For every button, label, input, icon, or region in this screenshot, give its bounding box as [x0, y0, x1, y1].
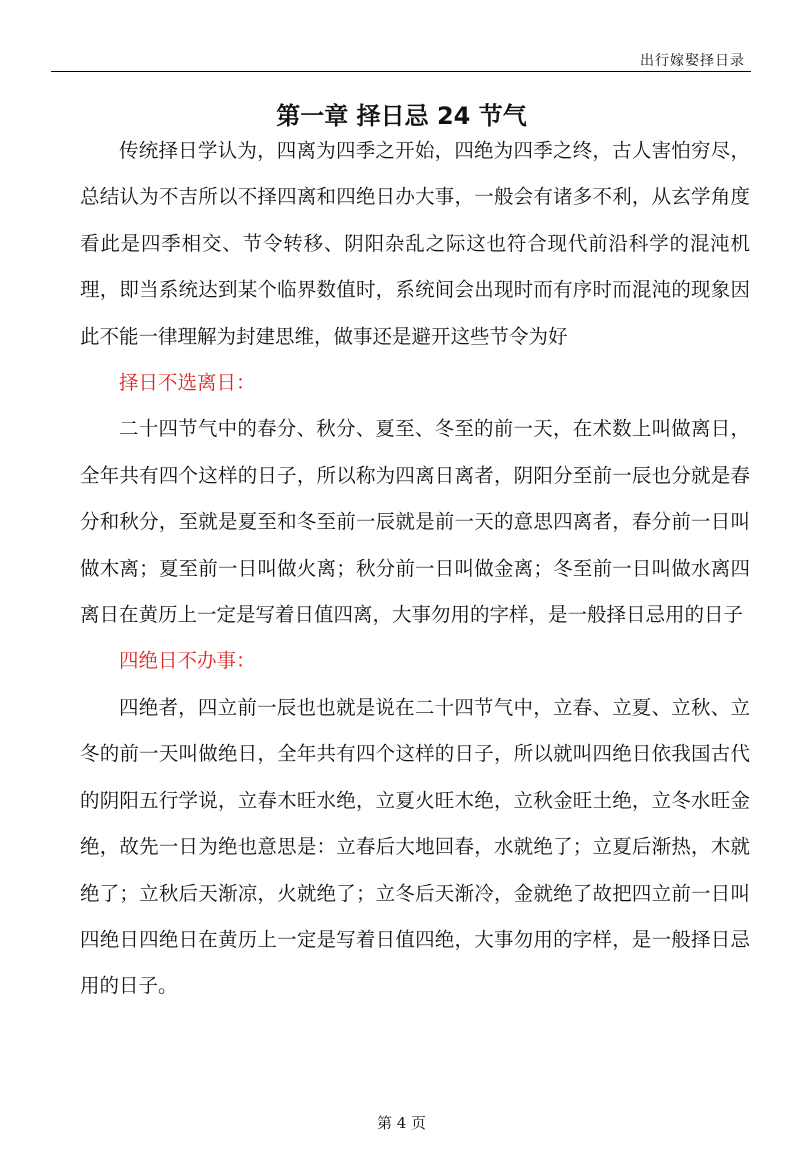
jue-ri-paragraph: 四绝者，四立前一辰也也就是说在二十四节气中，立春、立夏、立秋、立冬的前一天叫做绝日，全年共有四个这样的日子，所以就叫四绝日依我国古代的阴阳五行学说，立春木旺水绝，立夏火旺木绝，立秋金旺土绝，立冬水旺金绝，故先一日为绝也意思是：立春后大地回春，水就绝了；立夏后渐热，木就绝了；立秋后天渐凉，火就绝了；立冬后天渐冷，金就绝了故把四立前一日叫四绝日四绝日在黄历上一定是写着日值四绝，大事勿用的字样，是一般择日忌用的日子。: [80, 695, 750, 998]
chapter-title: 第一章 择日忌 24 节气: [276, 102, 527, 131]
running-header: 出行嫁娶择日录: [640, 53, 745, 69]
section-heading-jue-ri: 四绝日不办事：: [119, 649, 256, 673]
intro-paragraph: 传统择日学认为，四离为四季之开始，四绝为四季之终，古人害怕穷尽，总结认为不吉所以不择四离和四绝日办大事，一般会有诸多不利，从玄学角度看此是四季相交、节令转移、阴阳杂乱之际这也符合现代前沿科学的混沌机理，即当系统达到某个临界数值时，系统间会出现时而有序时而混沌的现象因此不能一律理解为封建思维，做事还是避开这些节令为好: [80, 139, 750, 348]
page-number: 第 4 页: [376, 1114, 427, 1132]
li-ri-paragraph: 二十四节气中的春分、秋分、夏至、冬至的前一天，在术数上叫做离日，全年共有四个这样的日子，所以称为四离日离者，阴阳分至前一辰也分就是春分和秋分，至就是夏至和冬至前一辰就是前一天的意思四离者，春分前一日叫做木离；夏至前一日叫做火离；秋分前一日叫做金离；冬至前一日叫做水离四离日在黄历上一定是写着日值四离，大事勿用的字样，是一般择日忌用的日子: [80, 417, 750, 627]
body-content: [80, 128, 750, 1010]
section-heading-li-ri: 择日不选离日：: [119, 371, 256, 395]
